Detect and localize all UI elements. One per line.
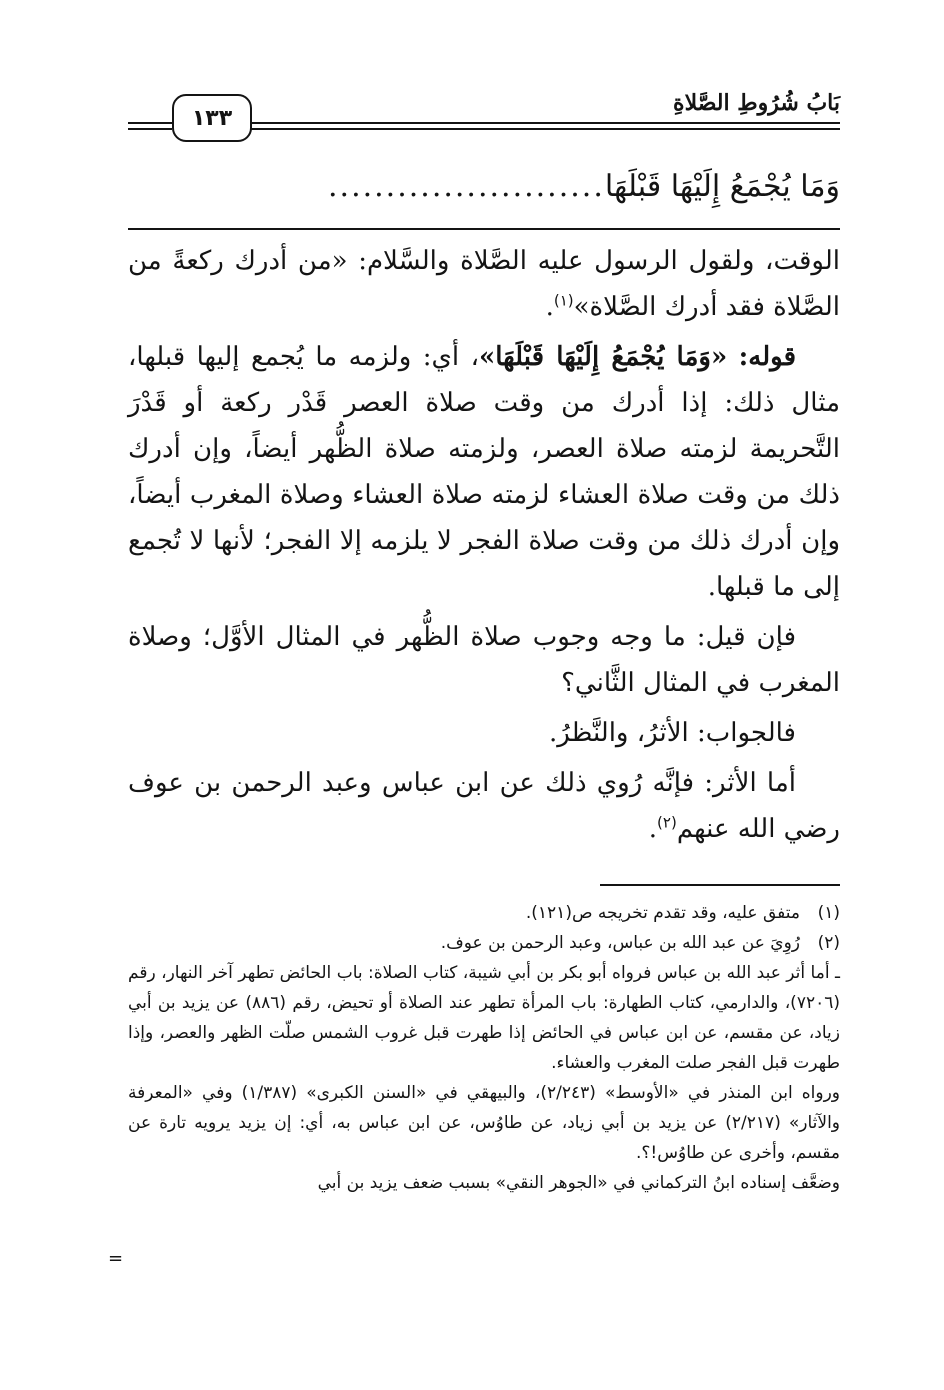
- footnote-2-number: (٢): [817, 933, 840, 953]
- header-rule-left-bottom: [128, 128, 172, 130]
- paragraph-4: فالجواب: الأثرُ، والنَّظرُ.: [549, 718, 796, 748]
- footnote-ref-2: (٢): [657, 813, 677, 832]
- paragraph-2-lead: قوله:: [738, 342, 796, 372]
- footnote-2-block-3: وضعَّف إسناده ابنُ التركماني في «الجوهر النقي» بسبب ضعف يزيد بن أبي: [317, 1173, 840, 1193]
- paragraph-5-text: أما الأثر: فإنَّه رُوي ذلك عن ابن عباس وعبد الرحمن بن عوف رضي الله عنهم: [128, 768, 840, 844]
- page-header: [128, 90, 840, 154]
- paragraph-5-end: .: [648, 814, 658, 844]
- footnote-2-block-1: ـ أما أثر عبد الله بن عباس فرواه أبو بكر بن أبي شيبة، كتاب الصلاة: باب الحائض تطهر آخر النهار، رقم (٧٢٠٦)، والدارمي، كتاب الطهارة: باب المرأة تطهر عند الصلاة أو تحيض، رقم (٨٨٦) عن يزيد بن أبي زياد، عن مقسم، عن ابن عباس في الحائض إذا طهرت قبل غروب الشمس صلّت الظهر والعصر، وإذا طهرت قبل الفجر صلت المغرب والعشاء.: [128, 963, 840, 1073]
- footnote-2: [128, 928, 840, 958]
- footnote-divider: [600, 884, 840, 886]
- paragraph-1-text: الوقت، ولقول الرسول عليه الصَّلاة والسَّلام: «من أدرك ركعةً من الصَّلاة فقد أدرك الصَّلاة»: [128, 246, 840, 322]
- footnotes: [128, 898, 840, 1198]
- paragraph-1-end: .: [545, 292, 554, 322]
- header-rule-right-bottom: [248, 128, 840, 130]
- header-rule-right-top: [248, 122, 840, 124]
- header-rule-left-top: [128, 122, 172, 124]
- paragraph-5: [128, 760, 840, 852]
- continuation-mark: =: [108, 1248, 124, 1269]
- matn-line: [128, 160, 840, 212]
- matn-divider: [128, 228, 840, 230]
- commentary-body: [128, 238, 840, 856]
- paragraph-2-text: ، أي: ولزمه ما يُجمع إليها قبلها، مثال ذلك: إذا أدرك من وقت صلاة العصر قَدْر ركعة أو قَدْرَ التَّحريمة لزمته صلاة العصر، ولزمته صلاة الظُّهر أيضاً، وإن أدرك ذلك من وقت صلاة العشاء لزمته صلاة العشاء وصلاة المغرب أيضاً، وإن أدرك ذلك من وقت صلاة الفجر لا يلزمه إلا الفجر؛ لأنها لا تُجمع إلى ما قبلها.: [128, 342, 840, 602]
- chapter-title: بَابُ شُرُوطِ الصَّلاةِ: [667, 90, 840, 116]
- matn-text: وَمَا يُجْمَعُ إِلَيْهَا قَبْلَهَا: [604, 168, 840, 204]
- footnote-2-text: رُوِيَ عن عبد الله بن عباس، وعبد الرحمن بن عوف.: [440, 933, 800, 953]
- page-number: ١٣٣: [191, 105, 233, 131]
- paragraph-3: فإن قيل: ما وجه وجوب صلاة الظُّهر في المثال الأوَّل؛ وصلاة المغرب في المثال الثَّاني؟: [128, 622, 840, 698]
- footnote-1-number: (١): [817, 903, 840, 923]
- paragraph-2-quote: «وَمَا يُجْمَعُ إِلَيْهَا قَبْلَهَا»: [478, 342, 728, 372]
- matn-dots: ........................: [328, 168, 605, 204]
- footnote-1-text: متفق عليه، وقد تقدم تخريجه ص(١٢١).: [525, 903, 800, 923]
- footnote-ref-1: (١): [553, 291, 574, 310]
- paragraph-2: [128, 334, 840, 610]
- footnote-2-block-2: ورواه ابن المنذر في «الأوسط» (٢/٢٤٣)، والبيهقي في «السنن الكبرى» (١/٣٨٧) وفي «المعرفة والآثار» (٢/٢١٧) عن يزيد بن أبي زياد، عن طاوُس، عن ابن عباس به، أي: إن يزيد يرويه تارة عن مقسم، وأخرى عن طاوُس!؟.: [128, 1083, 841, 1163]
- footnote-1: [128, 898, 840, 928]
- page-number-badge: [172, 94, 252, 142]
- paragraph-1: [128, 238, 840, 330]
